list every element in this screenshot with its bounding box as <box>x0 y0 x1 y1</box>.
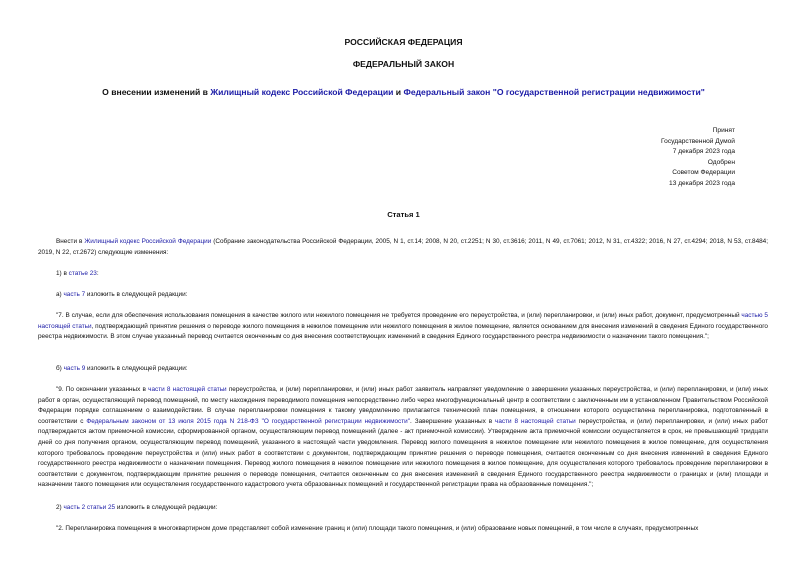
housing-code-link[interactable]: Жилищный кодекс Российской Федерации <box>210 87 394 97</box>
part-8-link-2[interactable]: части 8 настоящей статьи <box>495 417 576 425</box>
p4-text-b: , подтверждающий принятие решения о переводе жилого помещения в нежилое помещение или нежилого помещения в жилое помещение, является основанием для внесения изменений в сведения Единого государственного реестра недвижимости. В этом случае указанный перевод считается оконченным со дня внесения соответствующих изменений в сведения Единого государственного реестра недвижимости о назначении такого помещения."; <box>38 322 768 341</box>
registration-law-link[interactable]: Федеральный закон "О государственной регистрации недвижимости" <box>403 87 705 97</box>
part-9-link[interactable]: часть 9 <box>63 365 86 372</box>
article-heading: Статья 1 <box>387 210 420 219</box>
p1-housing-code-link[interactable]: Жилищный кодекс Российской Федерации <box>84 238 212 245</box>
paragraph-intro <box>38 237 768 258</box>
adopted-date: 7 декабря 2023 года <box>672 148 735 156</box>
paragraph-part-2-text <box>38 524 768 535</box>
approved-label: Одобрен <box>707 158 735 166</box>
p5-text-a: б) <box>56 365 64 372</box>
paragraph-item-a <box>38 290 768 301</box>
p1-text-a: Внести в <box>56 238 85 245</box>
p3-text-b: изложить в следующей редакции: <box>85 291 188 298</box>
adopted-label: Принят <box>712 127 735 134</box>
p6-text-c: . Завершение указанных в <box>410 417 496 425</box>
paragraph-item-2 <box>38 503 768 514</box>
p7-text-a: 2) <box>56 504 64 511</box>
p6-text-b: переустройства, и (или) перепланировки, и (или) иных работ заявитель направляет уведомление о завершении указанных переустройства, и (или) перепланировки, и (или) иных работ в орган, осуществляющий перевод помещений, по месту нахождения переводимого помещения непосредственно либо через многофункциональный центр в соответствии с заключенным им в установленном Правительством Российской Федерации порядке соглашением о взаимодействии. В случае перепланировки помещения к такому уведомлению прилагается технический план помещения, в отношении которого осуществлена перепланировка, подготовленный в соответствии с <box>38 386 768 425</box>
p6-text-a: "9. По окончании указанных в <box>56 386 149 393</box>
title-middle: и <box>393 87 404 97</box>
paragraph-item-b <box>38 364 768 375</box>
paragraph-item-1 <box>38 269 768 280</box>
approved-date: 13 декабря 2023 года <box>669 179 735 187</box>
article-23-link[interactable]: статье 23 <box>68 270 97 277</box>
paragraph-part-7-text <box>38 311 768 343</box>
p1-text-b: (Собрание законодательства Российской Федерации, 2005, N 1, ст.14; 2008, N 20, ст.2251; N 30, ст.3616; 2011, N 49, ст.7061; 2012, N 31, ст.4322; 2016, N 27, ст.4294; 2018, N 53, ст.8484; 2019, N 22, ст.2672) следующие изменения: <box>38 238 769 256</box>
title-prefix: О внесении изменений в <box>102 87 211 97</box>
part-5-link[interactable]: частью 5 настоящей статьи <box>38 312 768 330</box>
approved-by: Советом Федерации <box>672 169 735 177</box>
p8-text-a: "2. Перепланировка помещения в многоквартирном доме представляет собой изменение границ и (или) площади такого помещения, и (или) образование новых помещений, в том числе в случаях, предусмотренных <box>56 525 699 532</box>
adoption-block <box>661 126 735 190</box>
adopted-by: Государственной Думой <box>661 137 735 145</box>
law-type-heading: ФЕДЕРАЛЬНЫЙ ЗАКОН <box>352 59 455 69</box>
p2-text-a: 1) в <box>56 270 69 277</box>
p6-text-d: переустройства, и (или) перепланировки, и (или) иных работ подтверждается актом приемочной комиссии, сформированной органом, осуществляющим перевод помещений (далее - акт приемочной комиссии). Утверждение акта приемочной комиссии осуществляется в срок, не превышающий тридцати дней со дня получения органом, осуществляющим перевод помещений, указанного в настоящей части уведомления. Перевод жилого помещения в нежилое помещение или нежилого помещения в жилое помещение, для осуществления которого требовалось проведение переустройства и (или) иных работ в соответствии с документом, подтверждающим принятие решения о переводе помещения, считается оконченным со дня внесения изменений в сведения Единого государственного реестра недвижимости о назначении помещения. Перевод жилого помещения в нежилое помещение или нежилого помещения в жилое помещение, для осуществления которого требовалось проведение перепланировки в соответствии с документом, подтверждающим принятие решения о переводе помещения, считается оконченным со дня внесения изменений в сведения Единого государственного реестра недвижимости о границах и (или) площади и назначении такого помещения или осуществления государственного кадастрового учета образованных помещений и государственной регистрации права на образованные помещения."; <box>38 417 768 489</box>
law-title <box>0 87 807 97</box>
article-25-part-2-link[interactable]: часть 2 статьи 25 <box>63 504 116 511</box>
part-8-link-1[interactable]: части 8 настоящей статьи <box>148 386 227 393</box>
federal-law-218-link[interactable]: Федеральным законом от 13 июля 2015 года N 218-ФЗ "О государственной регистрации недвижимости" <box>86 417 410 425</box>
country-heading: РОССИЙСКАЯ ФЕДЕРАЦИЯ <box>344 37 463 47</box>
p5-text-b: изложить в следующей редакции: <box>85 365 188 372</box>
paragraph-part-9-text <box>38 385 768 491</box>
p7-text-b: изложить в следующей редакции: <box>115 504 218 511</box>
p3-text-a: а) <box>56 291 64 298</box>
p2-text-b: : <box>96 270 99 277</box>
p4-text-a: "7. В случае, если для обеспечения использования помещения в качестве жилого или нежилого помещения не требуется проведение его переустройства, и (или) перепланировки, и (или) иных работ, документ, предусмотренный <box>56 312 742 319</box>
part-7-link[interactable]: часть 7 <box>63 291 86 298</box>
